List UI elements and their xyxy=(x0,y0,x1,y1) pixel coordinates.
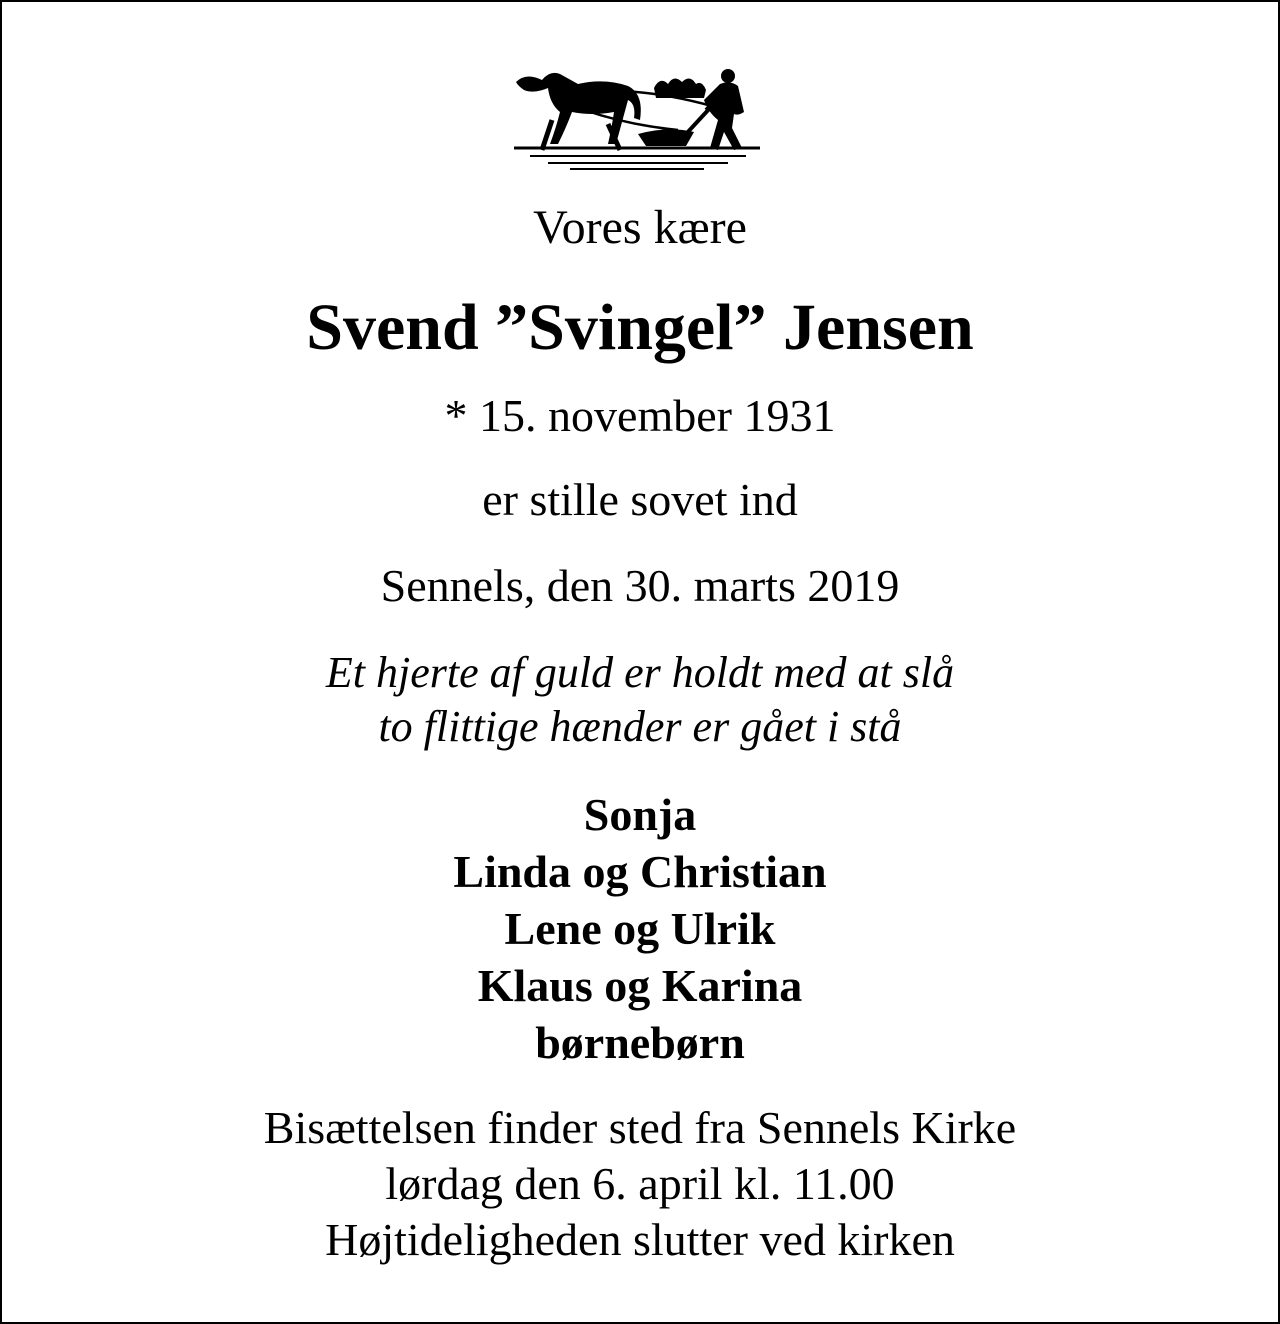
service-line: Højtideligheden slutter ved kirken xyxy=(325,1214,955,1265)
verse-line: Et hjerte af guld er holdt med at slå xyxy=(325,648,955,697)
horse-plough-icon xyxy=(508,64,768,172)
family-member: Linda og Christian xyxy=(453,846,827,897)
verse-line: to flittige hænder er gået i stå xyxy=(378,702,902,751)
funeral-service-info xyxy=(2,1100,1278,1268)
family-member: Lene og Ulrik xyxy=(504,903,776,954)
passed-away-text: er stille sovet ind xyxy=(482,474,798,525)
intro-text: Vores kære xyxy=(533,201,747,254)
birth-date: * 15. november 1931 xyxy=(444,390,836,441)
place-and-date: Sennels, den 30. marts 2019 xyxy=(380,560,900,611)
family-member: Sonja xyxy=(583,789,697,840)
deceased-name: Svend ”Svingel” Jensen xyxy=(306,291,974,364)
service-line: lørdag den 6. april kl. 11.00 xyxy=(385,1158,895,1209)
family-member: Klaus og Karina xyxy=(477,960,803,1011)
family-member: børnebørn xyxy=(535,1017,745,1068)
memorial-verse xyxy=(2,646,1278,754)
family-signatures xyxy=(2,786,1278,1071)
service-line: Bisættelsen finder sted fra Sennels Kirke xyxy=(263,1102,1017,1153)
